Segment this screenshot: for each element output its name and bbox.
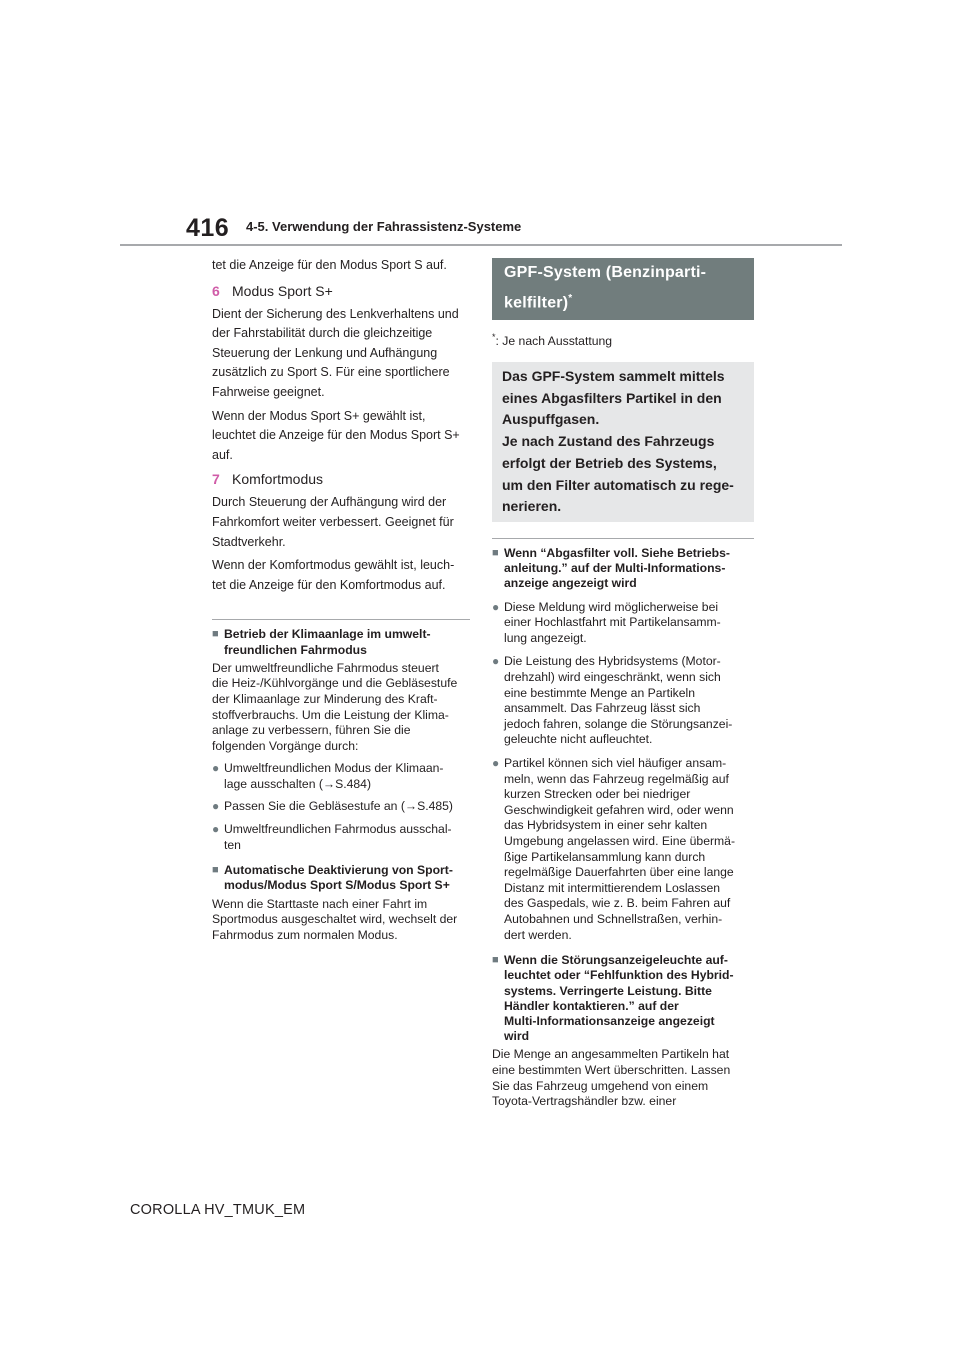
heading-line: Multi-Informationsanzeige angezeigt — [504, 1013, 715, 1028]
page-number: 416 — [186, 214, 230, 242]
text-line: die Heiz-/Kühlvorgänge und die Gebläsestufe — [212, 676, 458, 691]
heading-line: Wenn “Abgasfilter voll. Siehe Betriebs- — [504, 546, 730, 561]
auto-deactivation-heading — [212, 863, 470, 893]
filter-full-heading — [492, 546, 754, 592]
text-line: meln, wenn das Fahrzeug regelmäßig auf — [504, 771, 729, 786]
square-icon: ■ — [212, 864, 219, 877]
text-line: kurzen Strecken oder bei niedriger — [504, 787, 691, 802]
text-line: Wenn die Starttaste nach einer Fahrt im — [212, 896, 428, 911]
text-line: Distanz mit intermittierendem Loslassen — [504, 880, 721, 895]
text-line: Toyota-Vertragshändler bzw. einer — [492, 1094, 677, 1109]
climate-heading — [212, 627, 470, 657]
text-line: Fahrkomfort weiter verbessert. Geeignet für — [212, 514, 454, 529]
text-line: der Klimaanlage zur Minderung des Kraft- — [212, 691, 438, 706]
text-line: drehzahl) wird eingeschränkt, wenn sich — [504, 670, 721, 685]
gpf-section-title — [492, 258, 754, 320]
heading-line: freundlichen Fahrmodus — [224, 642, 367, 657]
warning-light-body — [492, 1047, 754, 1109]
text-line: ten — [224, 837, 241, 852]
text-line: Die Leistung des Hybridsystems (Motor- — [504, 654, 721, 669]
square-icon: ■ — [492, 954, 499, 967]
text-line: ansammelt. Das Fahrzeug lässt sich — [504, 701, 701, 716]
heading-line: Betrieb der Klimaanlage im umwelt- — [224, 627, 431, 642]
text-line: eine bestimmte Menge an Partikeln — [504, 685, 696, 700]
heading-line: anleitung.” auf der Multi-Informations- — [504, 561, 726, 576]
mode-7-heading — [212, 471, 470, 487]
title-line: kelfilter) — [504, 294, 569, 312]
text-line: Steuerung der Lenkung und Aufhängung — [212, 345, 438, 360]
mode-7-title: Komfortmodus — [232, 471, 324, 488]
lead-text: tet die Anzeige für den Modus Sport S auf. — [212, 258, 447, 272]
text-line: Umweltfreundlichen Modus der Klimaan- — [224, 761, 444, 776]
heading-line: wird — [504, 1029, 530, 1044]
text-line: das Hybridsystem in einer sehr kalten — [504, 818, 708, 833]
text-line: um den Filter automatisch zu rege- — [502, 476, 734, 493]
footnote — [492, 332, 754, 348]
text-line: Das GPF-System sammelt mittels — [502, 368, 725, 385]
heading-line: anzeige angezeigt wird — [504, 576, 637, 591]
text-line: jedoch fahren, solange die Störungsanzei- — [504, 716, 733, 731]
bullet-icon: ● — [212, 822, 220, 837]
text-line: Sportmodus ausgeschaltet wird, wechselt der — [212, 912, 458, 927]
mode-6-title: Modus Sport S+ — [232, 282, 333, 299]
left-column — [212, 256, 470, 943]
title-line: GPF-System (Benzinparti- — [504, 264, 707, 281]
text-line: lung angezeigt. — [504, 630, 587, 645]
heading-line: Händler kontaktieren.” auf der — [504, 998, 679, 1013]
mode-7-paragraph-2 — [212, 556, 470, 595]
text-line: Wenn der Komfortmodus gewählt ist, leuch- — [212, 558, 455, 573]
list-item — [492, 756, 754, 943]
heading-line: modus/Modus Sport S/Modus Sport S+ — [224, 878, 450, 893]
text-line: anlage zu verbessern, führen Sie die — [212, 723, 411, 738]
footnote-marker: * — [492, 332, 496, 342]
mode-6-number: 6 — [212, 282, 220, 299]
text-line: erfolgt der Betrieb des Systems, — [502, 454, 717, 471]
text-line: einer Hochlastfahrt mit Partikelansamm- — [504, 615, 721, 630]
bullet-icon: ● — [212, 799, 220, 814]
divider — [212, 619, 470, 620]
text-line: Geschwindigkeit gefahren wird, oder wenn — [504, 802, 734, 817]
mode-6-paragraph-2 — [212, 407, 470, 466]
heading-line: systems. Verringerte Leistung. Bitte — [504, 983, 712, 998]
bullet-icon: ● — [212, 761, 220, 776]
right-column — [492, 258, 754, 1110]
list-item — [492, 600, 754, 647]
heading-line: Wenn die Störungsanzeigeleuchte auf- — [504, 953, 728, 968]
text-line: leuchtet die Anzeige für den Modus Sport S+ — [212, 428, 460, 443]
text-line: der Fahrstabilität durch die gleichzeitige — [212, 326, 433, 341]
text-line: Fahrweise geeignet. — [212, 384, 325, 399]
text-line: zusätzlich zu Sport S. Für eine sportlichere — [212, 365, 450, 380]
footnote-marker: * — [568, 293, 573, 304]
square-icon: ■ — [212, 628, 219, 641]
text-line: nerieren. — [502, 498, 562, 515]
text-line: Partikel können sich viel häufiger ansam- — [504, 756, 727, 771]
text-line: stoffverbrauchs. Um die Leistung der Klima- — [212, 707, 449, 722]
text-line: Autobahnen und Schnellstraßen, verhin- — [504, 911, 723, 926]
text-line: regelmäßige Dauerfahrten über eine lange — [504, 865, 734, 880]
divider — [492, 538, 754, 539]
text-line: Umweltfreundlichen Fahrmodus ausschal- — [224, 822, 452, 837]
mode-6-paragraph-1 — [212, 305, 470, 403]
text-line: auf. — [212, 447, 233, 462]
text-line: Diese Meldung wird möglicherweise bei — [504, 599, 719, 614]
text-line: Stadtverkehr. — [212, 534, 286, 549]
heading-line: leuchtet oder “Fehlfunktion des Hybrid- — [504, 968, 734, 983]
auto-deactivation-body — [212, 897, 470, 944]
text-line: lage ausschalten (→S.484) — [224, 776, 372, 791]
text-line: Sie das Fahrzeug umgehend von einem — [492, 1078, 709, 1093]
text-line: folgenden Vorgänge durch: — [212, 738, 359, 753]
text-line: Dient der Sicherung des Lenkverhaltens und — [212, 306, 459, 321]
text-line: Passen Sie die Gebläsestufe an (→S.485) — [224, 799, 453, 814]
text-line: Durch Steuerung der Aufhängung wird der — [212, 495, 447, 510]
text-line: tet die Anzeige für den Komfortmodus auf. — [212, 577, 446, 592]
climate-body — [212, 661, 470, 755]
list-item — [492, 654, 754, 748]
bullet-icon: ● — [492, 756, 500, 771]
section-title: 4-5. Verwendung der Fahrassistenz-Systeme — [246, 219, 522, 234]
list-item — [212, 822, 470, 853]
text-line: ßige Partikelansammlung kann durch — [504, 849, 706, 864]
text-line: Die Menge an angesammelten Partikeln hat — [492, 1047, 730, 1062]
mode-7-number: 7 — [212, 471, 220, 488]
heading-line: Automatische Deaktivierung von Sport- — [224, 863, 453, 878]
warning-light-heading — [492, 953, 754, 1044]
text-line: Wenn der Modus Sport S+ gewählt ist, — [212, 408, 426, 423]
text-line: Fahrmodus zum normalen Modus. — [212, 927, 398, 942]
list-item — [212, 761, 470, 792]
footer-model-code: COROLLA HV_TMUK_EM — [130, 1202, 306, 1218]
mode-6-heading — [212, 283, 470, 299]
text-line: Umgebung angelassen wird. Eine übermä- — [504, 833, 736, 848]
text-line: eines Abgasfilters Partikel in den — [502, 389, 722, 406]
gpf-intro-box — [492, 362, 754, 522]
bullet-icon: ● — [492, 654, 500, 669]
text-line: geleuchte nicht aufleuchtet. — [504, 732, 653, 747]
text-line: des Gaspedals, wie z. B. beim Fahren auf — [504, 896, 731, 911]
list-item — [212, 799, 470, 815]
text-line: Je nach Zustand des Fahrzeugs — [502, 433, 715, 450]
mode-7-paragraph-1 — [212, 493, 470, 552]
bullet-icon: ● — [492, 599, 500, 614]
text-line: eine bestimmten Wert überschritten. Lassen — [492, 1062, 731, 1077]
text-line: Der umweltfreundliche Fahrmodus steuert — [212, 660, 439, 675]
footnote-text: : Je nach Ausstattung — [495, 334, 613, 349]
header-rule — [120, 244, 842, 246]
text-line: dert werden. — [504, 927, 572, 942]
text-line: Auspuffgasen. — [502, 411, 600, 428]
square-icon: ■ — [492, 547, 499, 560]
